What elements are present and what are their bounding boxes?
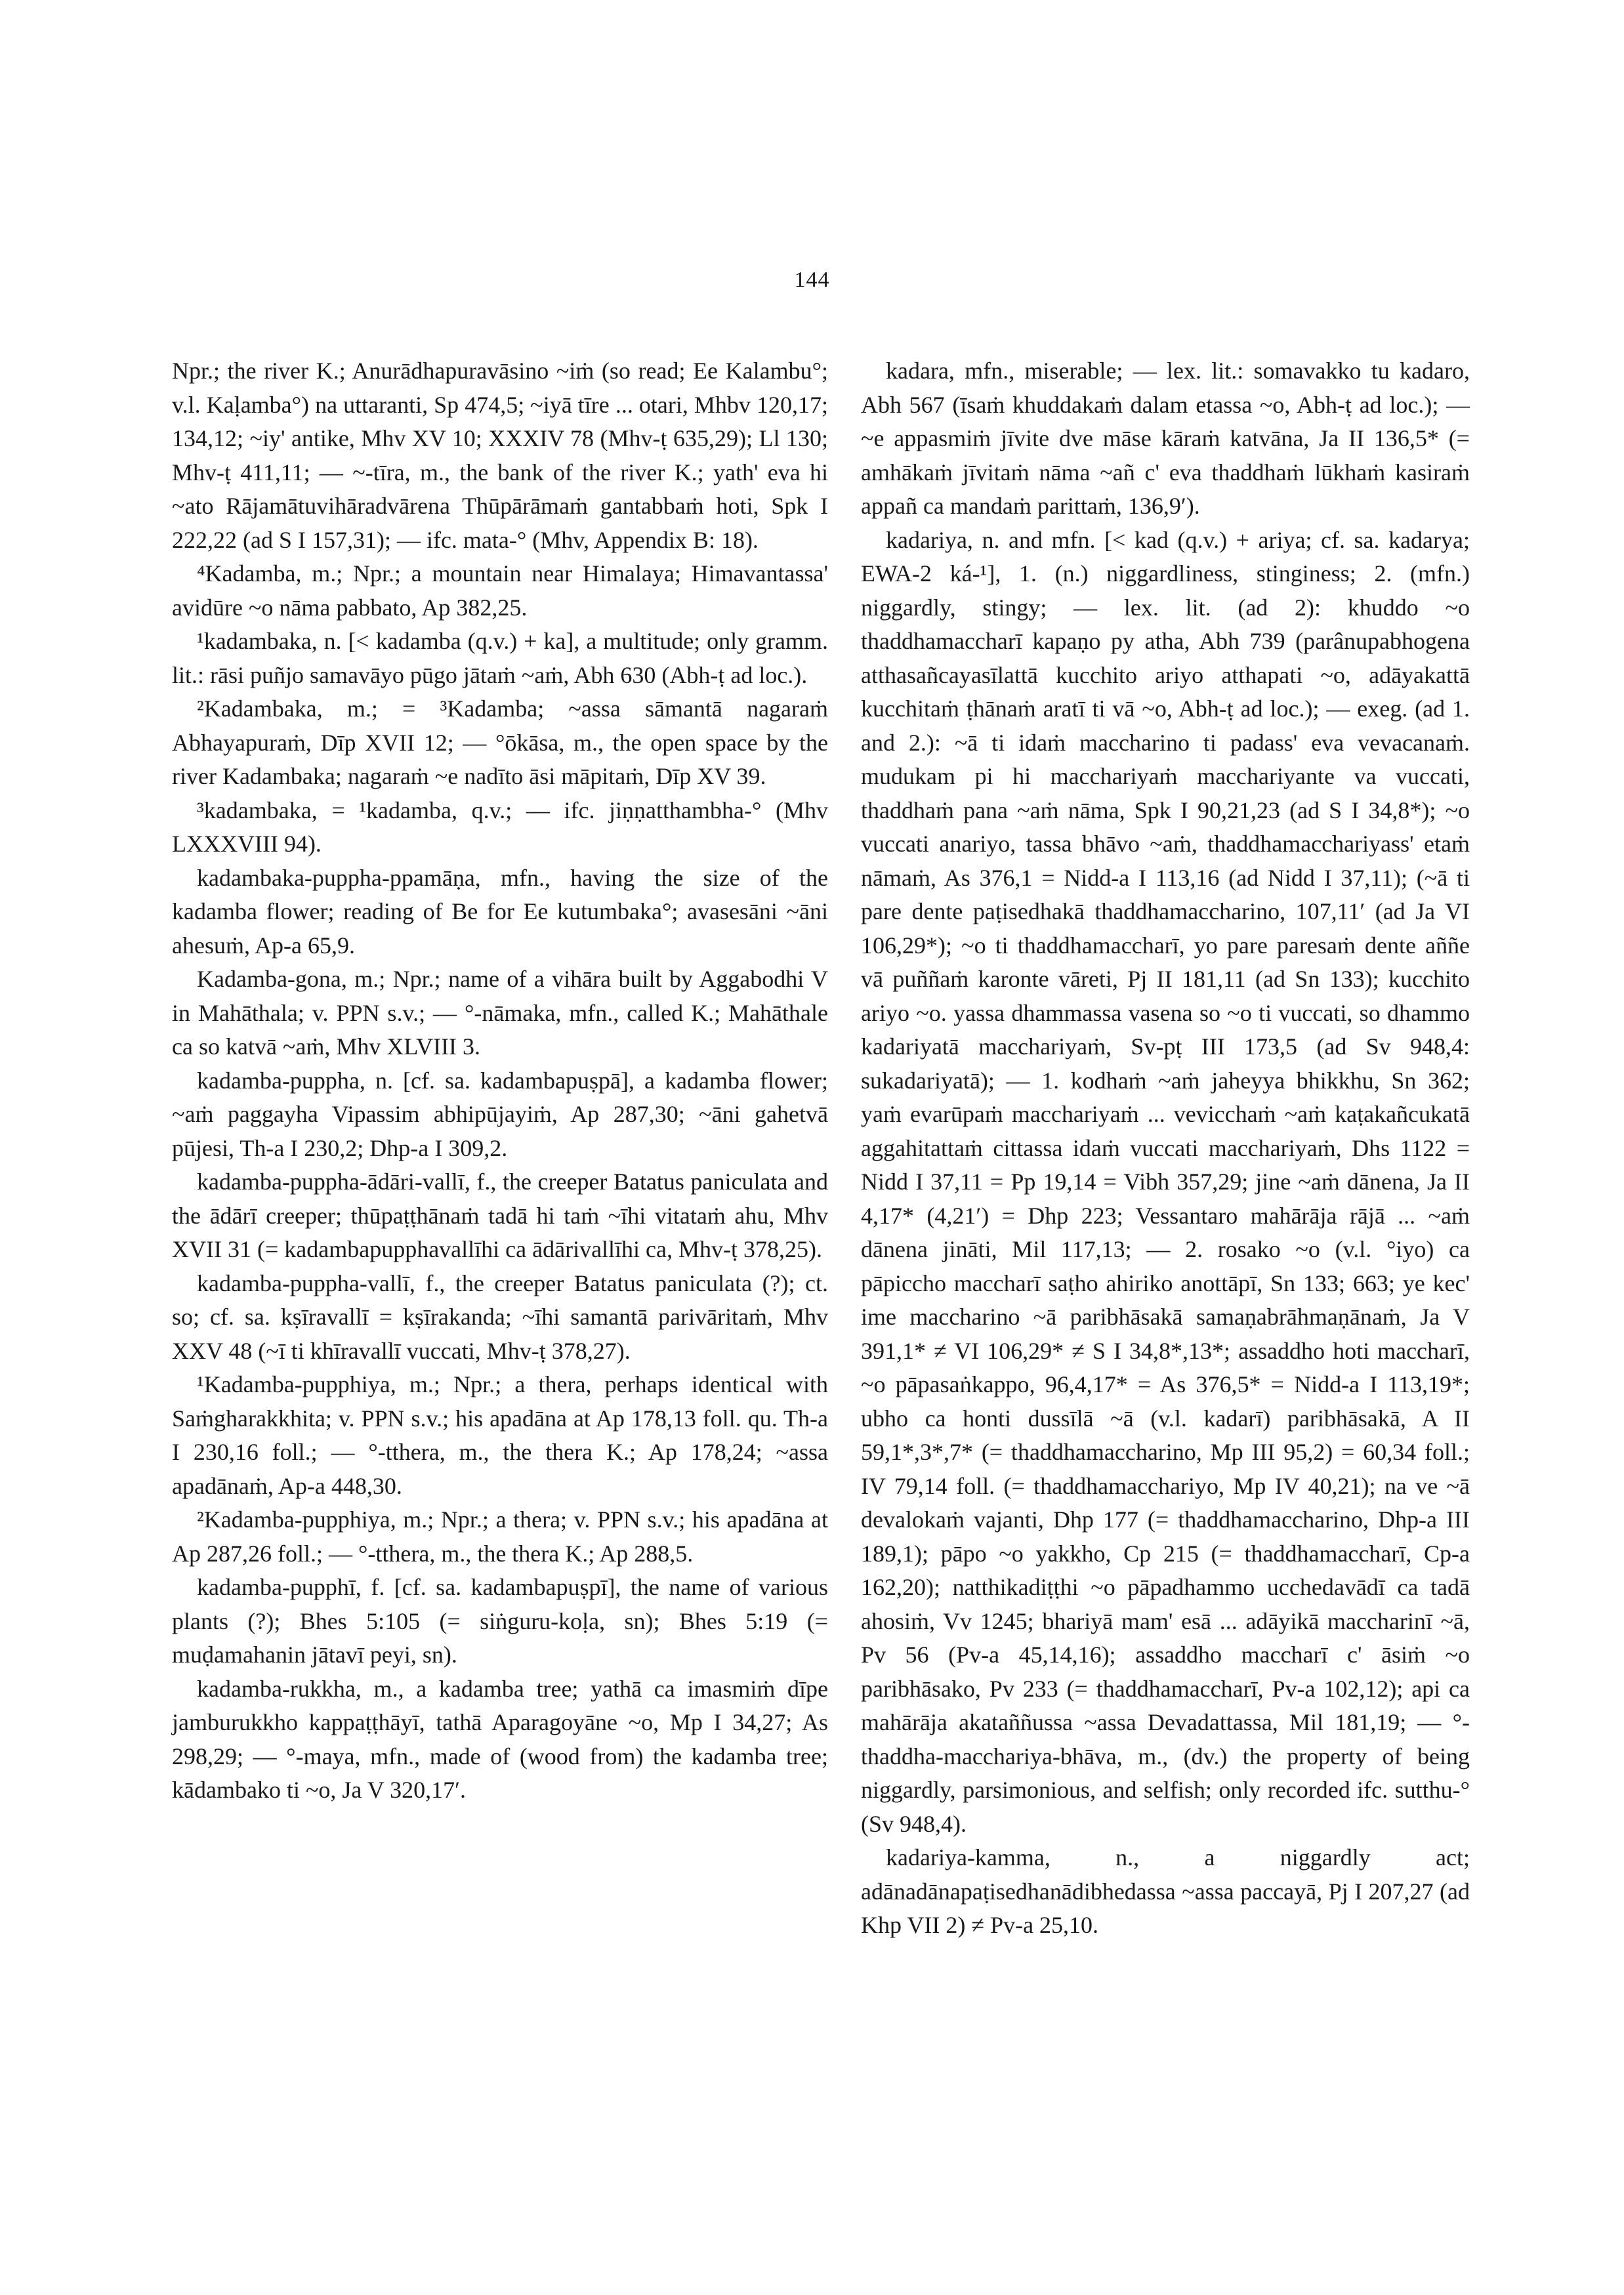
entry-kadamba-puppha-adari-valli: kadamba-puppha-ādāri-vallī, f., the creeper Batatus paniculata and the ādārī creeper; thūpaṭṭhānaṁ tadā hi taṁ ~īhi vitataṁ ahu, Mhv XVII 31 (= kadambapupphavallīhi ca ādārivallīhi ca, Mhv-ṭ 378,25). <box>172 1168 828 1262</box>
entry-kadariya: kadariya, n. and mfn. [< kad (q.v.) + ariya; cf. sa. kadarya; EWA-2 ká-¹], 1. (n.) niggardliness, stinginess; 2. (mfn.) niggardly, stingy; — lex. lit. (ad 2): khuddo ~o thaddhamaccharī kapaṇo py atha, Abh 739 (parânupabhogena atthasañcayasīlattā kucchito ariyo atthapati ~o, adāyakattā kucchitaṁ ṭhānaṁ aratī ti vā ~o, Abh-ṭ ad loc.); — exeg. (ad 1. and 2.): ~ā ti idaṁ maccharino ti padass' eva vevacanaṁ. mudukam pi hi macchariyaṁ macchariyante va vuccati, thaddhaṁ pana ~aṁ nāma, Spk I 90,21,23 (ad S I 34,8*); ~o vuccati anariyo, tassa bhāvo ~aṁ, thaddhamacchariyass' etaṁ nāmaṁ, As 376,1 = Nidd-a I 113,16 (ad Nidd I 37,11); (~ā ti pare dente paṭisedhakā thaddhamaccharino, 107,11′ (ad Ja VI 106,29*); ~o ti thaddhamaccharī, yo pare paresaṁ dente aññe vā puññaṁ karonte vāreti, Pj II 181,11 (ad Sn 133); kucchito ariyo ~o. yassa dhammassa vasena so ~o ti vuccati, so dhammo kadariyatā macchariyaṁ, Sv-pṭ III 173,5 (ad Sv 948,4: sukadariyatā); — 1. kodhaṁ ~aṁ jaheyya bhikkhu, Sn 362; yaṁ evarūpaṁ macchariyaṁ ... vevicchaṁ ~aṁ kaṭakañcukatā aggahitattaṁ cittassa idaṁ vuccati macchariyaṁ, Dhs 1122 = Nidd I 37,11 = Pp 19,14 = Vibh 357,29; jine ~aṁ dānena, Ja II 4,17* (4,21′) = Dhp 223; Vessantaro mahārāja rājā ... ~aṁ dānena jināti, Mil 117,13; — 2. rosako ~o (v.l. °iyo) ca pāpiccho maccharī saṭho ahiriko anottāpī, Sn 133; 663; ye kec' ime maccharino ~ā paribhāsakā samaṇabrāhmaṇānaṁ, Ja V 391,1* ≠ VI 106,29* ≠ S I 34,8*,13*; assaddho hoti maccharī, ~o pāpasaṅkappo, 96,4,17* = As 376,5* = Nidd-a I 113,19*; ubho ca honti dussīlā ~ā (v.l. kadarī) paribhāsakā, A II 59,1*,3*,7* (= thaddhamaccharino, Mp III 95,2) = 60,34 foll.; IV 79,14 foll. (= thaddhamacchariyo, Mp IV 40,21); na ve ~ā devalokaṁ vajanti, Dhp 177 (= thaddhamaccharino, Dhp-a III 189,1); pāpo ~o yakkho, Cp 215 (= thaddhamaccharī, Cp-a 162,20); natthikadiṭṭhi ~o pāpadhammo ucchedavādī ca tadā ahosiṁ, Vv 1245; bhariyā mam' esā ... adāyikā maccharinī ~ā, Pv 56 (Pv-a 45,14,16); assaddho maccharī c' āsiṁ ~o paribhāsako, Pv 233 (= thaddhamaccharī, Pv-a 102,12); api ca mahārāja akataññussa ~assa Devadattassa, Mil 181,19; — °-thaddha-macchariya-bhāva, m., (dv.) the property of being niggardly, parsimonious, and selfish; only recorded ifc. sutthu-° (Sv 948,4). <box>861 526 1470 1837</box>
entry-kadara: kadara, mfn., miserable; — lex. lit.: somavakko tu kadaro, Abh 567 (īsaṁ khuddakaṁ dalam etassa ~o, Abh-ṭ ad loc.); — ~e appasmiṁ jīvite dve māse kāraṁ katvāna, Ja II 136,5* (= amhākaṁ jīvitaṁ nāma ~añ c' eva thaddhaṁ lūkhaṁ kasiraṁ appañ ca mandaṁ parittaṁ, 136,9′). <box>861 358 1470 519</box>
entry-continuation: Npr.; the river K.; Anurādhapuravāsino ~iṁ (so read; Ee Kalambu°; v.l. Kaḷamba°) na uttaranti, Sp 474,5; ~iyā tīre ... otari, Mhbv 120,17; 134,12; ~iy' antike, Mhv XV 10; XXXIV 78 (Mhv-ṭ 635,29); Ll 130; Mhv-ṭ 411,11; — ~-tīra, m., the bank of the river K.; yath' eva hi ~ato Rājamātuvihāradvārena Thūpārāmaṁ gantabbaṁ hoti, Spk I 222,22 (ad S I 157,31); — ifc. mata-° (Mhv, Appendix B: 18). <box>172 358 828 553</box>
entry-kadambaka-2: ²Kadambaka, m.; = ³Kadamba; ~assa sāmantā nagaraṁ Abhayapuraṁ, Dīp XVII 12; — °ōkāsa, m., the open space by the river Kadambaka; nagaraṁ ~e nadīto āsi māpitaṁ, Dīp XV 39. <box>172 695 828 789</box>
entry-kadamba-pupphi: kadamba-pupphī, f. [cf. sa. kadambapuṣpī], the name of various plants (?); Bhes 5:105 (= siṅguru-koḷa, sn); Bhes 5:19 (= muḍamahanin jātavī peyi, sn). <box>172 1574 828 1668</box>
entry-kadamba-puppha-valli: kadamba-puppha-vallī, f., the creeper Batatus paniculata (?); ct. so; cf. sa. kṣīravallī = kṣīrakanda; ~īhi samantā parivāritaṁ, Mhv XXV 48 (~ī ti khīravallī vuccati, Mhv-ṭ 378,27). <box>172 1270 828 1364</box>
entry-kadamba-mountain: ⁴Kadamba, m.; Npr.; a mountain near Himalaya; Himavantassa' avidūre ~o nāma pabbato, Ap 382,25. <box>172 560 828 621</box>
entry-kadambaka-puppha-ppamana: kadambaka-puppha-ppamāṇa, mfn., having the size of the kadamba flower; reading of Be for Ee kutumbaka°; avasesāni ~āni ahesuṁ, Ap-a 65,9. <box>172 864 828 959</box>
entry-kadamba-pupphiya-2: ²Kadamba-pupphiya, m.; Npr.; a thera; v. PPN s.v.; his apadāna at Ap 287,26 foll.; — °-tthera, m., the thera K.; Ap 288,5. <box>172 1506 828 1567</box>
left-column <box>172 354 828 1808</box>
entry-kadambaka-3: ³kadambaka, = ¹kadamba, q.v.; — ifc. jiṇṇatthambha-° (Mhv LXXXVIII 94). <box>172 796 828 857</box>
entry-kadamba-rukkha: kadamba-rukkha, m., a kadamba tree; yathā ca imasmiṁ dīpe jamburukkho kappaṭṭhāyī, tathā Aparagoyāne ~o, Mp I 34,27; As 298,29; — °-maya, mfn., made of (wood from) the kadamba tree; kādambako ti ~o, Ja V 320,17′. <box>172 1675 828 1803</box>
entry-kadamba-pupphiya-1: ¹Kadamba-pupphiya, m.; Npr.; a thera, perhaps identical with Saṁgharakkhita; v. PPN s.v.; his apadāna at Ap 178,13 foll. qu. Th-a I 230,16 foll.; — °-tthera, m., the thera K.; Ap 178,24; ~assa apadānaṁ, Ap-a 448,30. <box>172 1371 828 1499</box>
entry-kadambaka-1: ¹kadambaka, n. [< kadamba (q.v.) + ka], a multitude; only gramm. lit.: rāsi puñjo samavāyo pūgo jātaṁ ~aṁ, Abh 630 (Abh-ṭ ad loc.). <box>172 628 828 688</box>
right-column <box>861 354 1470 1943</box>
entry-kadamba-puppha: kadamba-puppha, n. [cf. sa. kadambapuṣpā], a kadamba flower; ~aṁ paggayha Vipassim abhipūjayiṁ, Ap 287,30; ~āni gahetvā pūjesi, Th-a I 230,2; Dhp-a I 309,2. <box>172 1067 828 1161</box>
entry-kadamba-gona: Kadamba-gona, m.; Npr.; name of a vihāra built by Aggabodhi V in Mahāthala; v. PPN s.v.; — °-nāmaka, mfn., called K.; Mahāthale ca so katvā ~aṁ, Mhv XLVIII 3. <box>172 966 828 1060</box>
page-number: 144 <box>794 268 830 292</box>
entry-kadariya-kamma: kadariya-kamma, n., a niggardly act; adānadānapaṭisedhanādibhedassa ~assa paccayā, Pj I 207,27 (ad Khp VII 2) ≠ Pv-a 25,10. <box>861 1844 1470 1938</box>
